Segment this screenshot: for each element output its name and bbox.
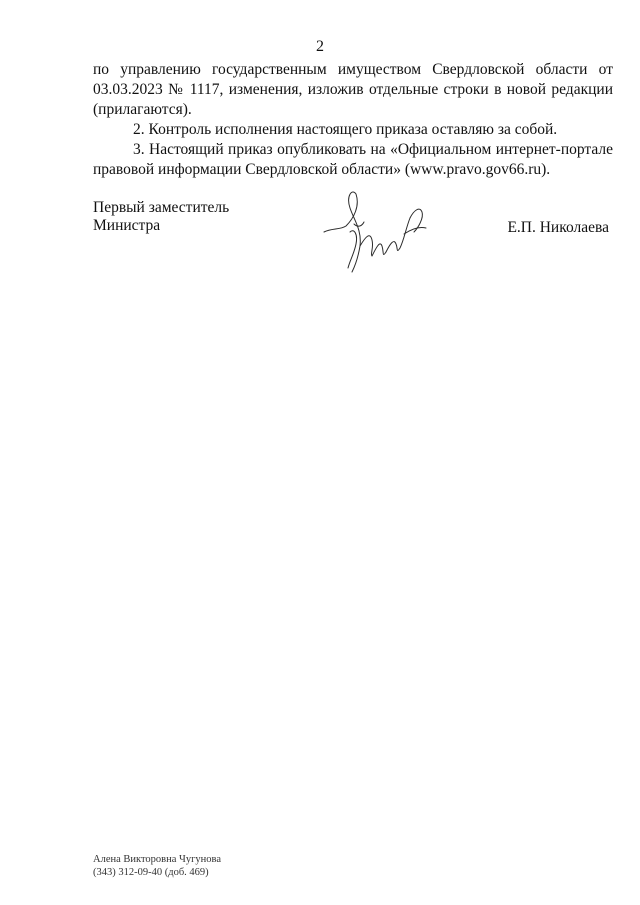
executor-phone: (343) 312-09-40 (доб. 469) (93, 867, 209, 878)
page-number: 2 (316, 38, 324, 55)
executor-name: Алена Викторовна Чугунова (93, 854, 222, 865)
signer-position-line-1: Первый заместитель (93, 199, 230, 216)
signer-position-line-2: Министра (93, 217, 161, 234)
document-body (93, 60, 613, 180)
paragraph-continuation: по управлению государственным имуществом Свердловской области от 03.03.2023 № 1117, изменения, изложив отдельные строки в новой редакции (прилагаются). (93, 61, 613, 118)
paragraph-publication: 3. Настоящий приказ опубликовать на «Официальном интернет-портале правовой информации Свердловской области» (www.pravo.gov66.ru). (93, 141, 613, 178)
paragraph-control: 2. Контроль исполнения настоящего приказа оставляю за собой. (133, 121, 558, 138)
signer-name: Е.П. Николаева (507, 219, 609, 236)
signer-position (93, 199, 229, 235)
handwritten-signature (310, 188, 440, 278)
executor-info (93, 853, 221, 879)
